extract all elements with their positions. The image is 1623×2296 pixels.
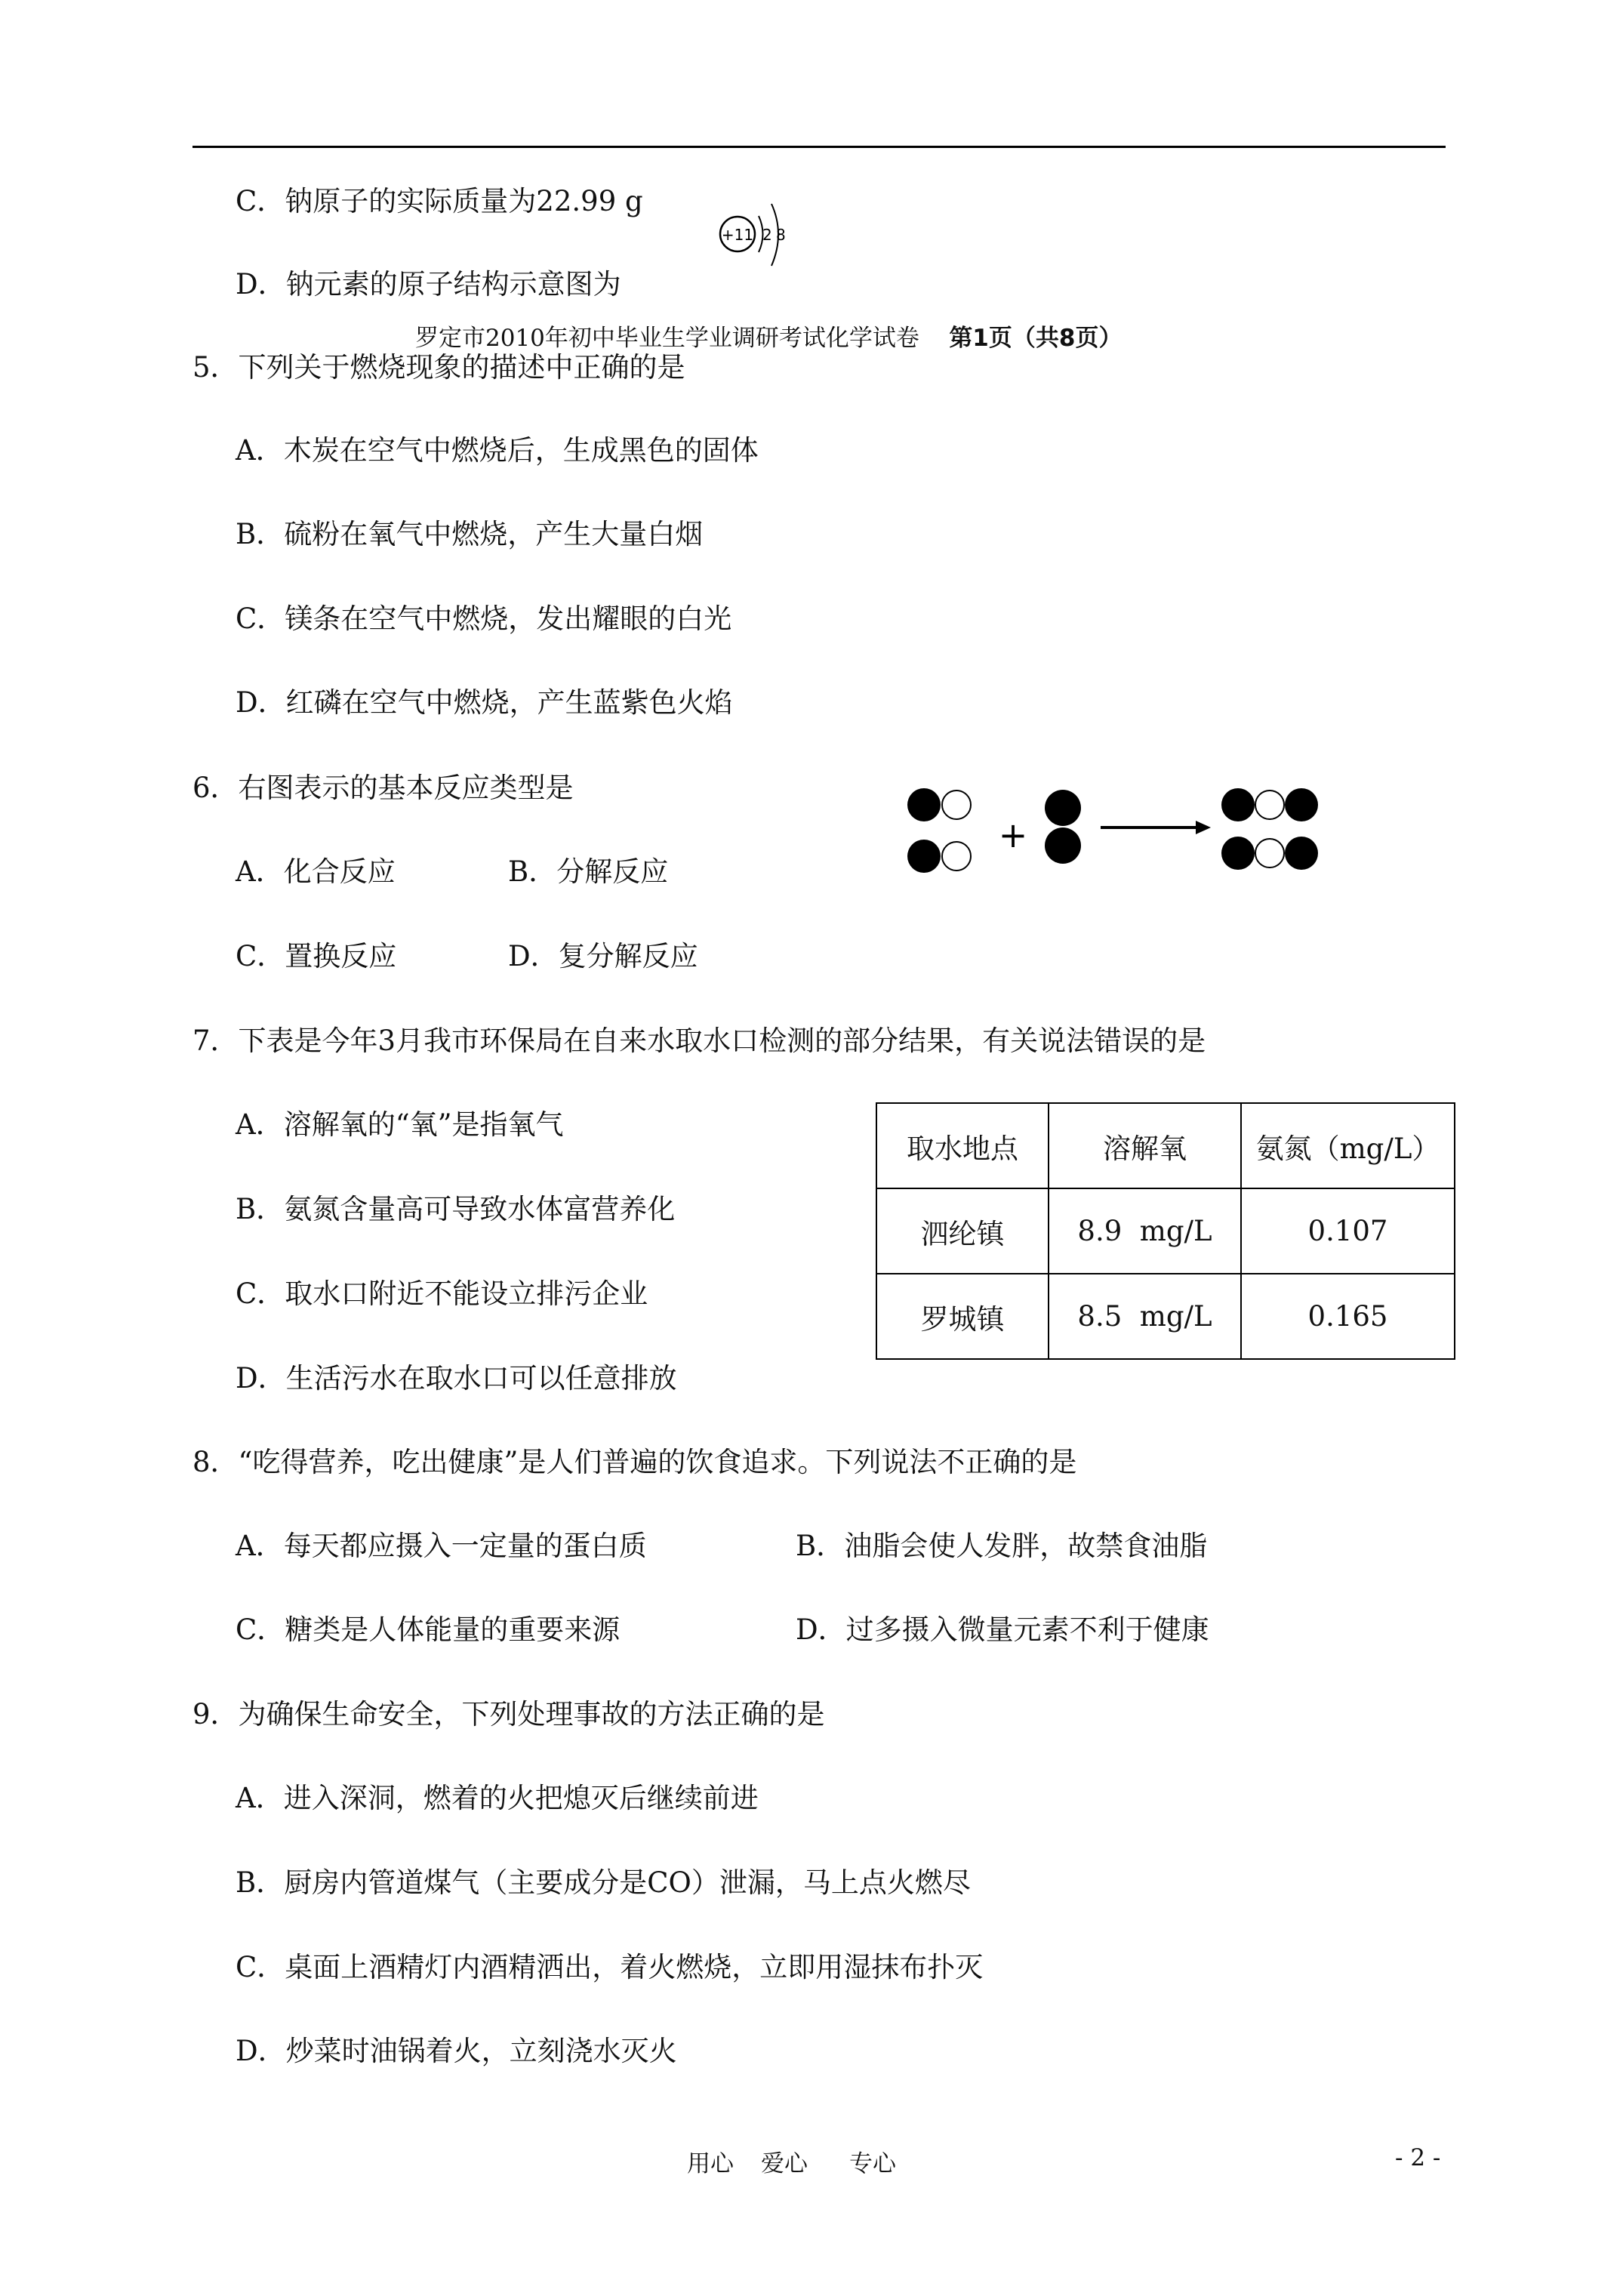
table-row (876, 1274, 1455, 1359)
cell-ammonia-nitrogen: 0.107 (1241, 1188, 1455, 1274)
footer-motto-3: 专心 (849, 2150, 896, 2177)
q9-option-d: D．炒菜时油锅着火，立刻浇水灭火 (236, 2035, 677, 2067)
header-cell-location: 取水地点 (876, 1103, 1049, 1188)
q7-option-b: B．氨氮含量高可导致水体富营养化 (236, 1193, 676, 1225)
cell-location: 泗纶镇 (876, 1188, 1049, 1274)
q4-option-c: C．钠原子的实际质量为22.99 g (236, 185, 643, 217)
footer-motto-2: 爱心 (761, 2150, 808, 2177)
sodium-atom-structure-diagram (717, 198, 808, 273)
q5-option-a: A．木炭在空气中燃烧后，生成黑色的固体 (236, 434, 759, 467)
product-molecule-2 (1221, 837, 1318, 870)
q5-option-d: D．红磷在空气中燃烧，产生蓝紫色火焰 (236, 686, 733, 719)
question-7-stem: 7．下表是今年3月我市环保局在自来水取水口检测的部分结果，有关说法错误的是 (192, 1025, 1206, 1057)
water-quality-table (876, 1102, 1455, 1360)
q6-option-b: B．分解反应 (508, 855, 669, 888)
q8-option-c: C．糖类是人体能量的重要来源 (236, 1613, 621, 1646)
cell-dissolved-oxygen: 8.5 mg/L (1049, 1274, 1241, 1359)
q8-option-b: B．油脂会使人发胖，故禁食油脂 (796, 1530, 1208, 1562)
table-row (876, 1188, 1455, 1274)
footer-motto-1: 用心 (687, 2150, 734, 2177)
reactant-molecule-2 (907, 840, 971, 873)
reactant-molecule-1 (907, 788, 971, 821)
q9-option-b: B．厨房内管道煤气（主要成分是CO）泄漏，马上点火燃尽 (236, 1866, 971, 1899)
table-header-row (876, 1103, 1455, 1188)
q7-option-c: C．取水口附近不能设立排污企业 (236, 1277, 648, 1310)
q7-option-d: D．生活污水在取水口可以任意排放 (236, 1362, 677, 1395)
q6-option-a: A．化合反应 (236, 855, 396, 888)
q8-option-d: D．过多摄入微量元素不利于健康 (796, 1613, 1209, 1646)
header-cell-dissolved-oxygen: 溶解氧 (1049, 1103, 1241, 1188)
q6-option-d: D．复分解反应 (508, 940, 698, 972)
q9-option-a: A．进入深洞，燃着的火把熄灭后继续前进 (236, 1782, 759, 1814)
question-9-stem: 9．为确保生命安全，下列处理事故的方法正确的是 (192, 1698, 825, 1730)
question-5-stem: 5．下列关于燃烧现象的描述中正确的是 (192, 351, 685, 384)
running-page: 第1页（共8页） (949, 325, 1123, 352)
shell-1-electrons-label: 2 (762, 226, 772, 244)
q9-option-c: C．桌面上酒精灯内酒精洒出，着火燃烧，立即用湿抹布扑灭 (236, 1951, 984, 1983)
cell-dissolved-oxygen: 8.9 mg/L (1049, 1188, 1241, 1274)
q4-option-d: D．钠元素的原子结构示意图为 (236, 268, 621, 300)
shell-2-electrons-label: 8 (776, 226, 786, 244)
q7-option-a: A．溶解氧的“氧”是指氧气 (236, 1108, 564, 1141)
header-rule (192, 146, 1446, 148)
reaction-arrow (1101, 821, 1211, 834)
header-cell-ammonia-nitrogen: 氨氮（mg/L） (1241, 1103, 1455, 1188)
product-molecule-1 (1221, 788, 1318, 821)
cell-location: 罗城镇 (876, 1274, 1049, 1359)
question-6-stem: 6．右图表示的基本反应类型是 (192, 772, 574, 804)
footer-page-number: - 2 - (1395, 2144, 1441, 2171)
cell-ammonia-nitrogen: 0.165 (1241, 1274, 1455, 1359)
q5-option-c: C．镁条在空气中燃烧，发出耀眼的白光 (236, 603, 732, 635)
plus-sign: + (998, 815, 1028, 855)
question-8-stem: 8．“吃得营养，吃出健康”是人们普遍的饮食追求。下列说法不正确的是 (192, 1446, 1077, 1478)
reactant-molecule-3 (1045, 790, 1081, 864)
nucleus-charge-label: +11 (721, 226, 754, 244)
reaction-molecule-diagram (898, 778, 1336, 891)
running-header (415, 323, 1122, 353)
running-title: 罗定市2010年初中毕业生学业调研考试化学试卷 (415, 325, 919, 352)
q6-option-c: C．置换反应 (236, 940, 397, 972)
q8-option-a: A．每天都应摄入一定量的蛋白质 (236, 1530, 647, 1562)
q5-option-b: B．硫粉在氧气中燃烧，产生大量白烟 (236, 518, 704, 550)
